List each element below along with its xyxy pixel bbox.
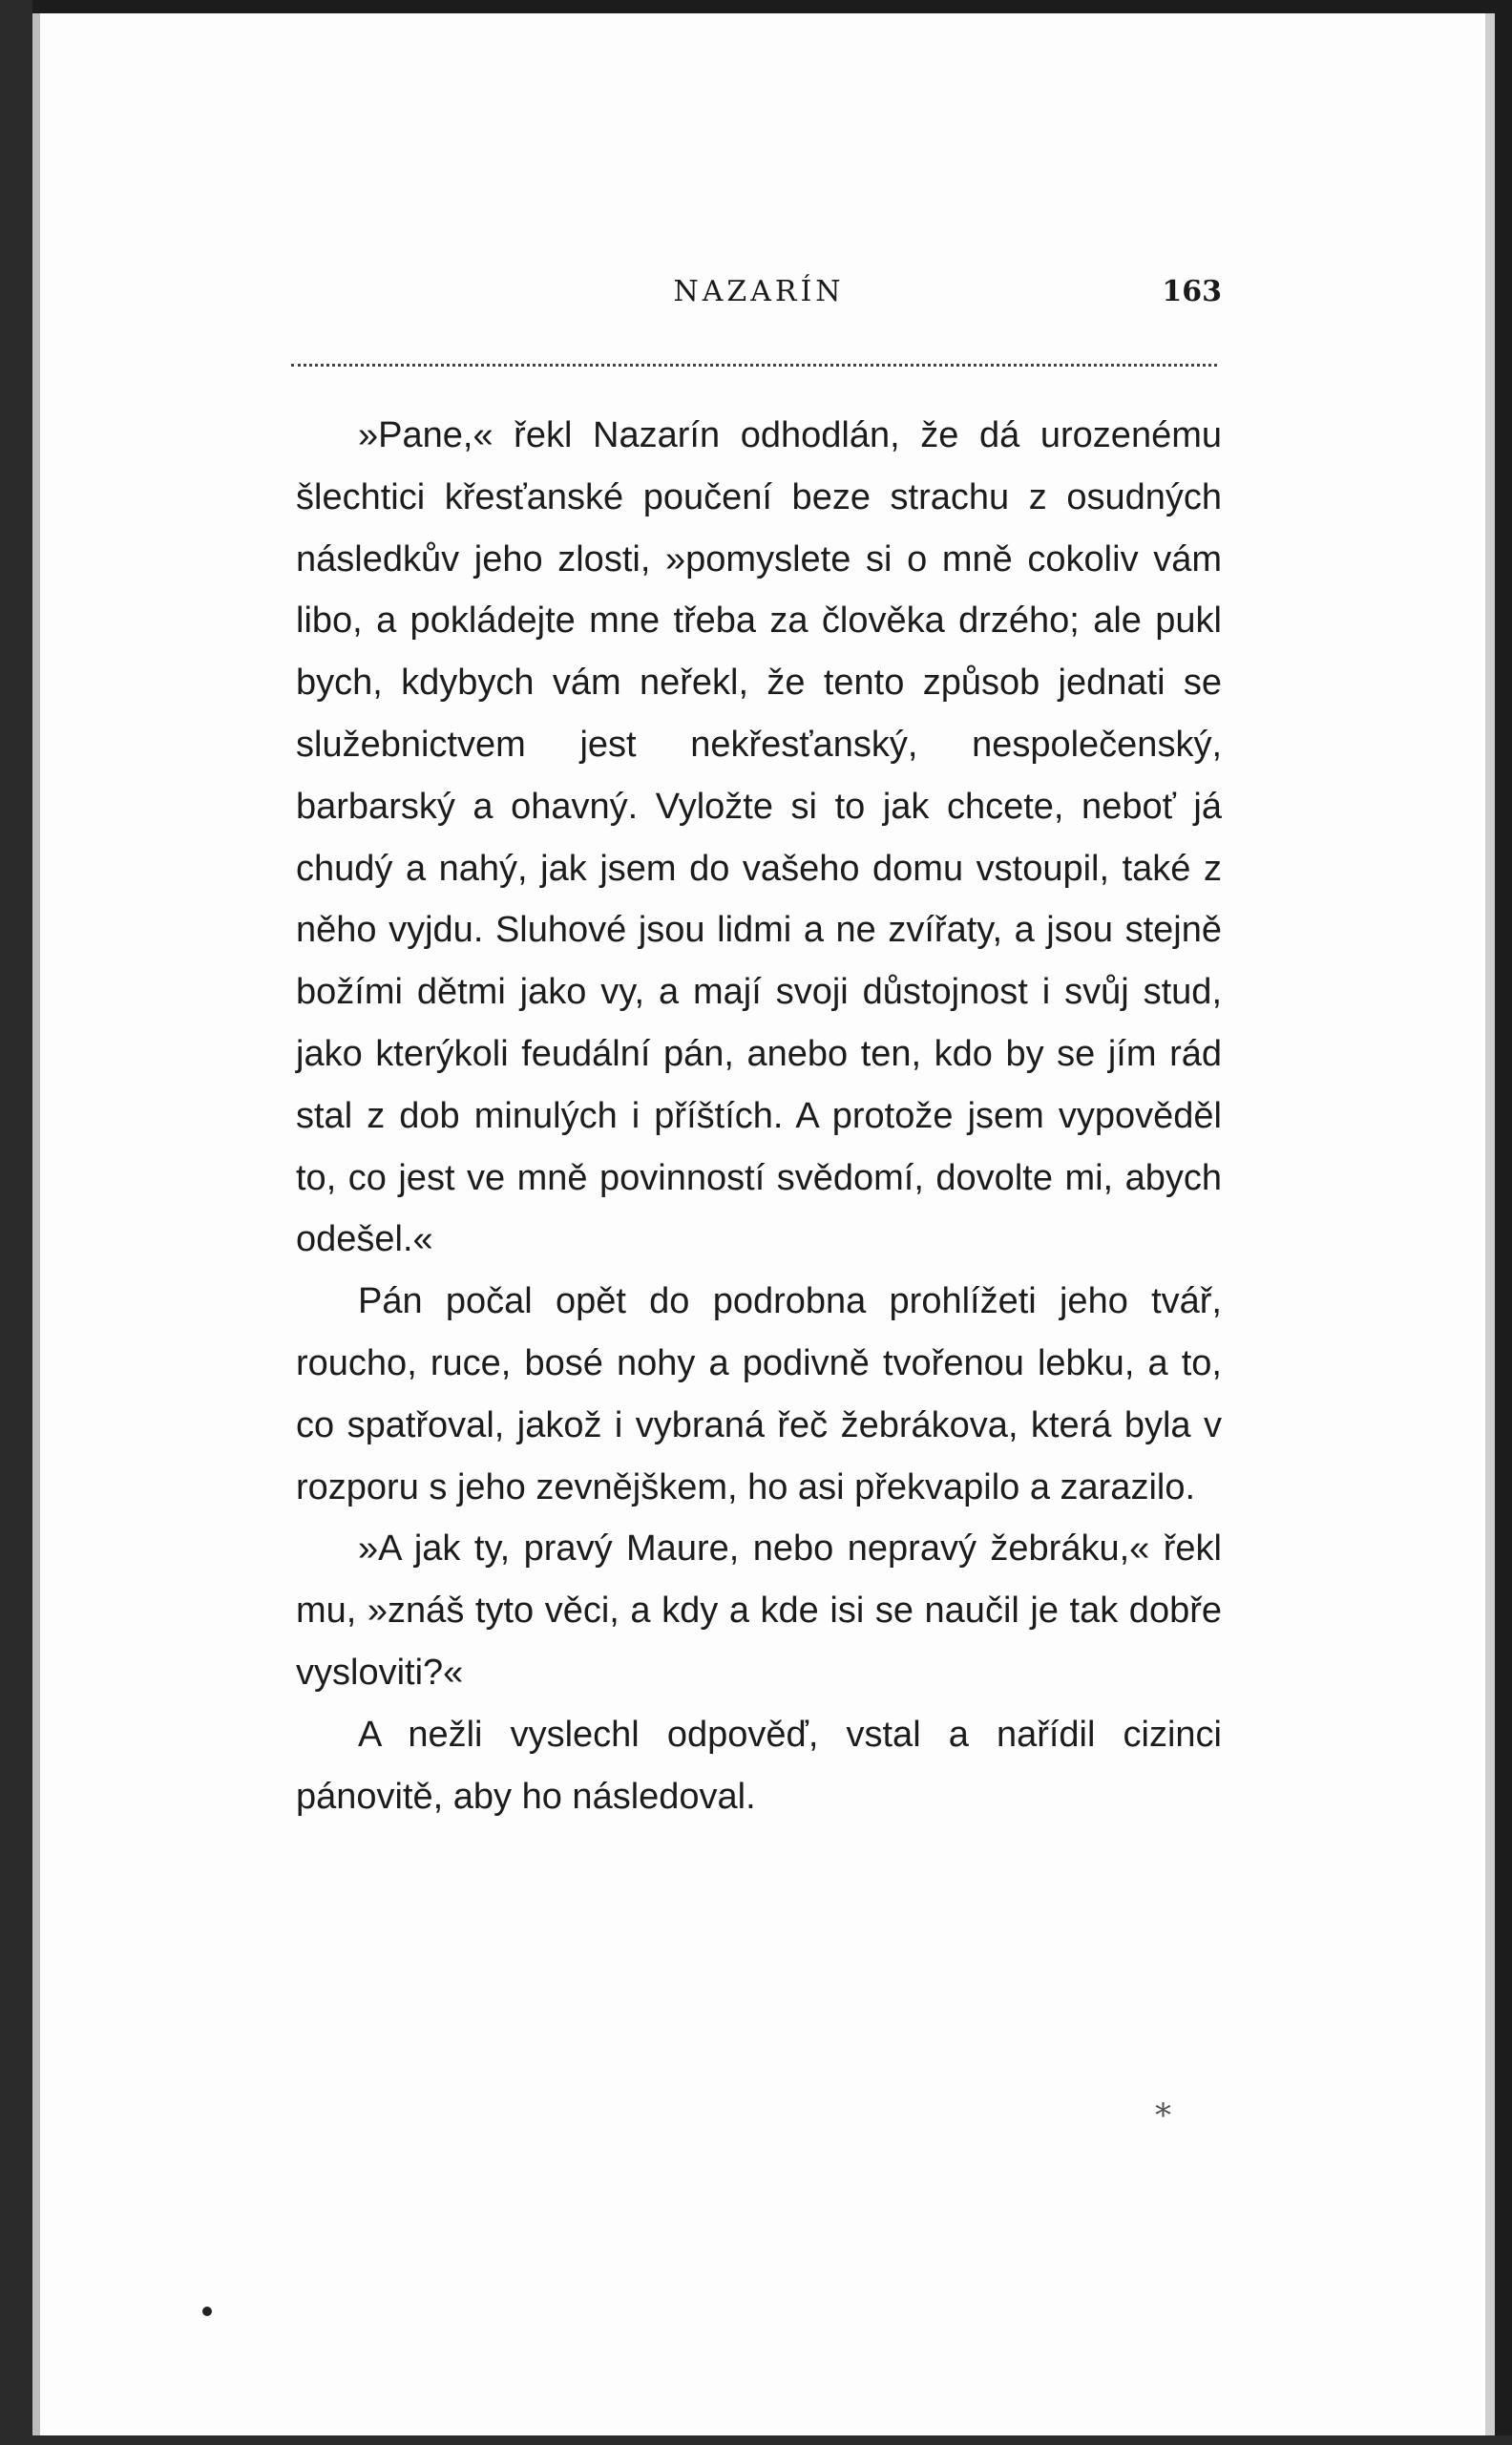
body-text xyxy=(296,405,1222,1827)
scan-speck xyxy=(202,2307,212,2316)
paragraph-2: Pán počal opět do podrobna prohlížeti jeho tvář, roucho, ruce, bosé nohy a podivně tvořenou lebku, a to, co spatřoval, jakož i vybraná řeč žebrákova, která byla v rozporu s jeho zevnějškem, ho asi překvapilo a zarazilo. xyxy=(296,1281,1222,1507)
page-number: 163 xyxy=(1162,275,1222,308)
scan-gutter-left xyxy=(32,13,40,2445)
scan-edge-top xyxy=(0,0,1512,13)
scan-gutter-right xyxy=(1485,13,1495,2445)
running-head: NAZARÍN xyxy=(673,275,845,308)
header-rule xyxy=(291,364,1217,367)
paragraph-3: »A jak ty, pravý Maure, nebo nepravý žebráku,« řekl mu, »znáš tyto věci, a kdy a kde isi se naučil je tak dobře vysloviti?« xyxy=(296,1528,1222,1693)
scan-edge-bottom xyxy=(0,2435,1512,2445)
scan-edge-right xyxy=(1495,0,1512,2445)
asterisk-ornament: * xyxy=(1155,2097,1171,2135)
page-header xyxy=(296,275,1222,323)
scan-edge-left xyxy=(0,0,32,2445)
paragraph-1: »Pane,« řekl Nazarín odhodlán, že dá urozenému šlechtici křesťanské poučení beze strachu z osudných následkův jeho zlosti, »pomyslete si o mně cokoliv vám libo, a pokládejte mne třeba za člověka drzého; ale pukl bych, kdybych vám neřekl, že tento způsob jednati se služebnictvem jest nekřesťanský, nespolečenský, barbarský a ohavný. Vyložte si to jak chcete, neboť já chudý a nahý, jak jsem do vašeho domu vstoupil, také z něho vyjdu. Sluhové jsou lidmi a ne zvířaty, a jsou stejně božími dětmi jako vy, a mají svoji důstojnost i svůj stud, jako kterýkoli feudální pán, anebo ten, kdo by se jím rád stal z dob minulých i příštích. A protože jsem vypověděl to, co jest ve mně povinností svědomí, dovolte mi, abych odešel.« xyxy=(296,415,1222,1260)
paragraph-4: A nežli vyslechl odpověď, vstal a nařídil cizinci pánovitě, aby ho následoval. xyxy=(296,1714,1222,1817)
